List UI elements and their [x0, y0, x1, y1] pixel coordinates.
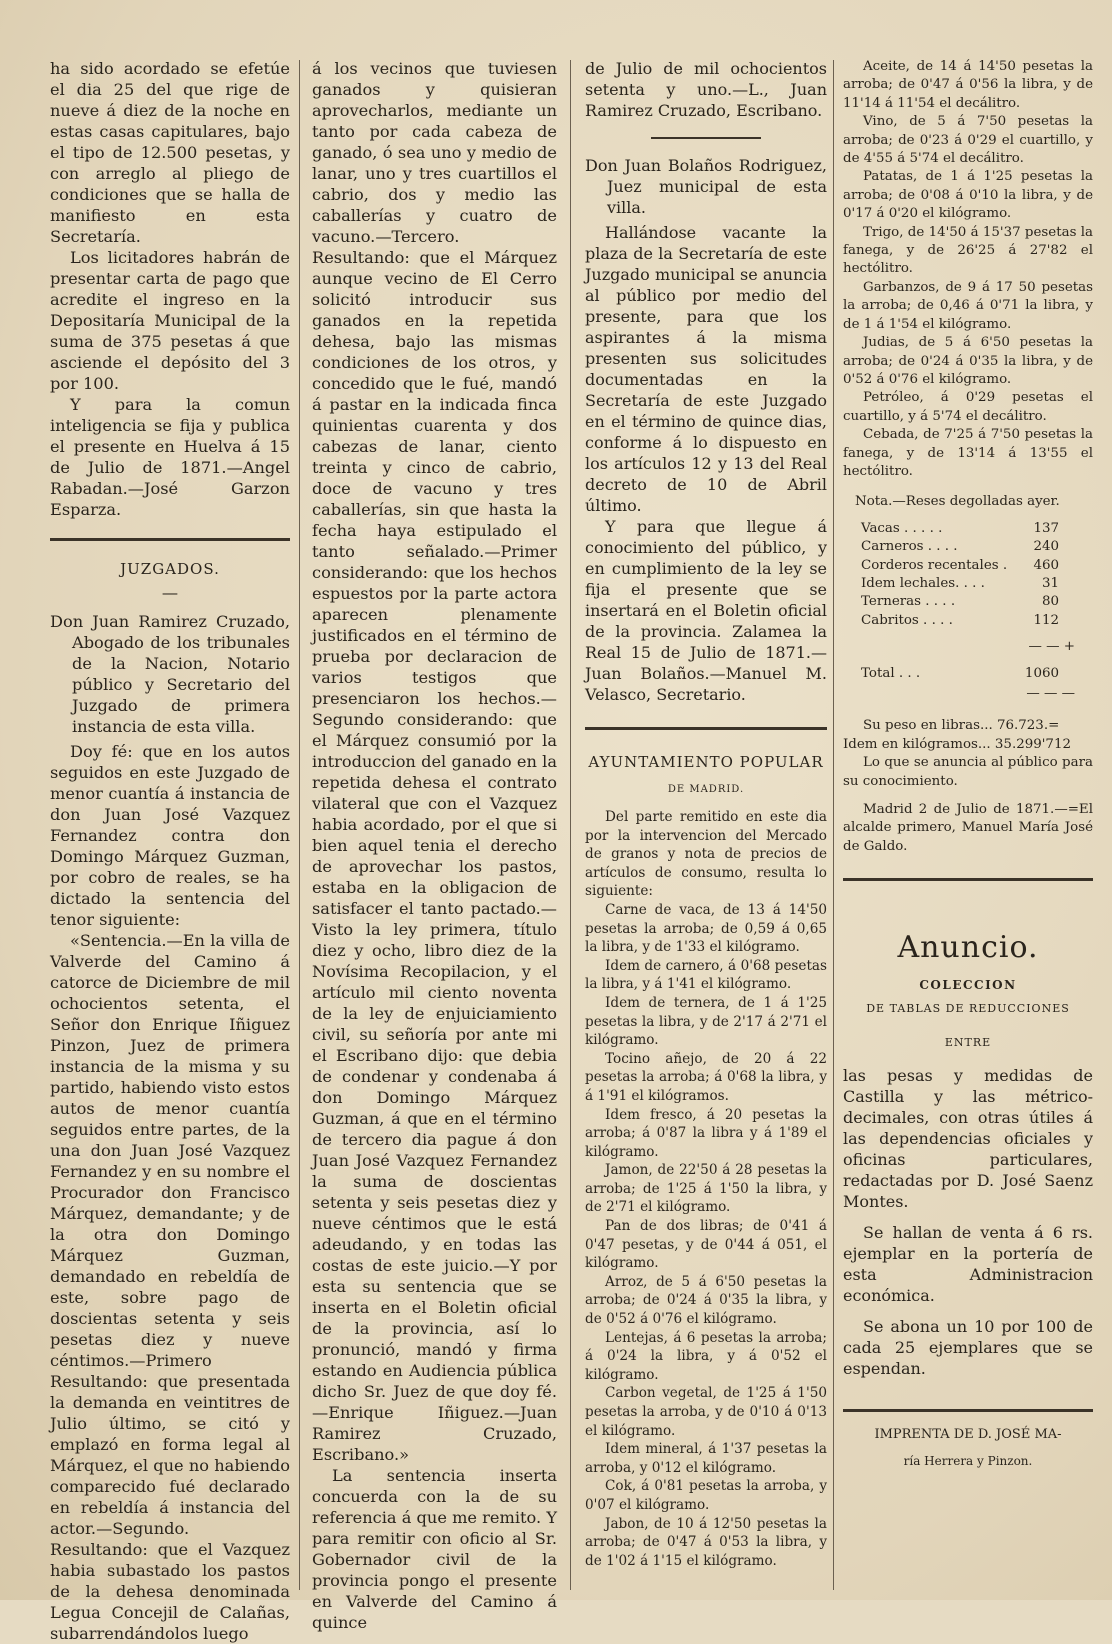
price-item: Cebada, de 7'25 á 7'50 pesetas la fanega, y de 13'14 á 13'55 el hectólitro. — [843, 427, 1093, 479]
column-2 — [312, 58, 557, 1633]
author-line: Don Juan Ramirez Cruzado, Abogado de los tribunales de la Nacion, Notario público y Secretario del Juzgado de primera instancia de esta villa. — [50, 612, 290, 736]
total-value: 1060 — [1024, 665, 1059, 681]
reses-row — [857, 557, 1063, 575]
price-item: Carbon vegetal, de 1'25 á 1'50 pesetas la arroba, y de 0'10 á 0'13 el kilógramo. — [585, 1385, 827, 1439]
price-list — [843, 58, 1093, 481]
paragraph: Los licitadores habrán de presentar carta de pago que acredite el ingreso en la Depositaría Municipal de la suma de 375 pesetas á que asciende el depósito del 3 por 100. — [50, 248, 290, 393]
nota-title: Nota.—Reses degolladas ayer. — [855, 494, 1060, 510]
section-divider — [50, 538, 290, 541]
reses-name: Idem lechales. . . . — [861, 575, 985, 591]
reses-count: 112 — [1033, 612, 1059, 628]
reses-count: 80 — [1041, 594, 1059, 610]
paragraph: La sentencia inserta concuerda con la de su referencia á que me remito. Y para remitir con oficio al Sr. Gobernador civil de la provincia pongo el presente en Valverde del Camino á quince — [312, 1466, 557, 1632]
paragraph: Lo que se anuncia al público para su conocimiento. — [843, 755, 1093, 789]
reses-count: 137 — [1033, 520, 1059, 536]
reses-table — [857, 520, 1063, 630]
price-item: Idem mineral, á 1'37 pesetas la arroba, y 0'12 el kilógramo. — [585, 1441, 827, 1476]
reses-row — [857, 538, 1063, 556]
reses-name: Cabritos . . . . — [861, 612, 953, 628]
price-item: Jabon, de 10 á 12'50 pesetas la arroba; de 0'47 á 0'53 la libra, y de 1'02 á 1'15 el kilógramo. — [585, 1515, 827, 1569]
price-item: Cok, á 0'81 pesetas la arroba, y 0'07 el kilógramo. — [585, 1478, 827, 1513]
section-subheading: DE MADRID. — [667, 784, 745, 795]
paragraph: Doy fé: que en los autos seguidos en este Juzgado de menor cuantía á instancia de don Juan José Vazquez Fernandez contra don Domingo Márquez Guzman, por cobro de reales, se ha dictado la sentencia del tenor siguiente: — [50, 742, 290, 929]
section-divider — [843, 1409, 1093, 1412]
paragraph: de Julio de mil ochocientos setenta y uno.—L., Juan Ramirez Cruzado, Escribano. — [585, 59, 827, 120]
ornament: — — [161, 583, 179, 602]
price-item: Trigo, de 14'50 á 15'37 pesetas la fanega, y de 26'25 á 27'82 el hectólitro. — [843, 224, 1093, 277]
price-item: Lentejas, á 6 pesetas la arroba; á 0'24 la libra, y á 0'52 el kilógramo. — [585, 1329, 827, 1383]
tablas-heading: DE TABLAS DE REDUCCIONES — [866, 1002, 1070, 1016]
kilo-line: Idem en kilógramos... 35.299'712 — [843, 736, 1071, 752]
column-rule — [833, 60, 834, 1590]
divider — [651, 137, 761, 139]
price-item: Aceite, de 14 á 14'50 pesetas la arroba; de 0'47 á 0'56 la libra, y de 11'14 á 11'54 el decálitro. — [843, 59, 1093, 111]
price-item: Idem fresco, á 20 pesetas la arroba; á 0'87 la libra y á 1'89 el kilógramo. — [585, 1106, 827, 1160]
section-divider — [585, 727, 827, 730]
signature: Madrid 2 de Julio de 1871.—=El alcalde primero, Manuel María José de Galdo. — [843, 802, 1093, 854]
column-rule — [570, 60, 571, 1590]
paragraph: Y para la comun inteligencia se fija y publica el presente en Huelva á 15 de Julio de 1871.—Angel Rabadan.—José Garzon Esparza. — [50, 395, 290, 519]
reses-name: Terneras . . . . — [861, 594, 956, 610]
ornament: — — + — [1028, 639, 1075, 655]
total-label: Total . . . — [861, 665, 921, 681]
paragraph: á los vecinos que tuviesen ganados y quisieran aprovecharlos, mediante un tanto por cada cabeza de ganado, ó sea uno y medio de lanar, uno y tres cuartillos el cabrio, dos y medio las caballerías y cuatro de vacuno.—Tercero. Resultando: que el Márquez aunque vecino de El Cerro solicitó introducir sus ganados en la repetida dehesa, bajo las mismas condiciones de los otros, y concedido que le fué, mandó á pastar en la indicada finca quinientas cuarenta y dos cabezas de lanar, ciento treinta y cinco de cabrio, doce de vacuno y tres caballerías, sin que hasta la fecha haya estipulado el tanto señalado.—Primer considerando: que los hechos espuestos por la parte actora aparecen plenamente justificados en el término de prueba por declaracion de varios testigos que presenciaron los hechos.—Segundo considerando: que el Márquez consumió por la introduccion del ganado en la repetida dehesa el contrato vilateral que con el Vazquez habia acordado, por el que si bien aquel tenia el derecho de aprovechar los pastos, estaba en la obligacion de satisfacer el tanto pactado.—Visto la ley primera, título diez y ocho, libro diez de la Novísima Recopilacion, y el artículo mil ciento noventa de la ley de enjuiciamiento civil, su señoría por ante mi el Escribano dijo: que debia de condenar y condenaba á don Domingo Márquez Guzman, á que en el término de tercero dia pague á don Juan José Vazquez Fernandez la suma de doscientas setenta y seis pesetas diez y nueve céntimos que le está adeudando, y en todas las costas de este juicio.—Y por esta su sentencia que se inserta en el Boletin oficial de la provincia, así lo pronunció, mandó y firma estando en Audiencia pública dicho Sr. Juez de que doy fé.—Enrique Iñiguez.—Juan Ramirez Cruzado, Escribano.» — [312, 59, 557, 1464]
price-item: Del parte remitido en este dia por la intervencion del Mercado de granos y nota de precios de artículos de consumo, resulta lo siguiente: — [585, 809, 827, 900]
reses-name: Vacas . . . . . — [861, 520, 943, 536]
reses-count: 240 — [1033, 539, 1059, 555]
imprenta-line: IMPRENTA DE D. JOSÉ MA- — [874, 1426, 1062, 1442]
price-item: Petróleo, á 0'29 pesetas el cuartillo, y á 5'74 el decálitro. — [843, 390, 1093, 424]
price-item: Jamon, de 22'50 á 28 pesetas la arroba; de 1'25 á 1'50 la libra, y de 2'71 el kilógramo. — [585, 1162, 827, 1216]
column-rule — [299, 60, 300, 1590]
reses-row — [857, 520, 1063, 538]
entre-heading: ENTRE — [944, 1036, 992, 1050]
section-heading: AYUNTAMIENTO POPULAR — [588, 753, 824, 771]
price-item: Tocino añejo, de 20 á 22 pesetas la arroba; á 0'68 la libra, y á 1'91 el kilógramos. — [585, 1050, 827, 1104]
price-item: Vino, de 5 á 7'50 pesetas la arroba; de 0'23 á 0'29 el cuartillo, y de 4'55 á 5'74 el decálitro. — [843, 114, 1093, 167]
reses-name: Carneros . . . . — [861, 539, 958, 555]
price-item: Arroz, de 5 á 6'50 pesetas la arroba; de 0'24 á 0'35 la libra, y de 0'52 á 0'76 el kilógramo. — [585, 1273, 827, 1328]
column-1 — [50, 58, 290, 1644]
reses-count: 460 — [1033, 557, 1059, 573]
price-list — [585, 808, 827, 1570]
paragraph: Y para que llegue á conocimiento del público, y en cumplimiento de la ley se fija el presente que se insertará en el Boletin oficial de la provincia. Zalamea la Real 15 de Julio de 1871.—Juan Bolaños.—Manuel M. Velasco, Secretario. — [585, 517, 827, 704]
reses-row — [857, 612, 1063, 630]
section-divider — [843, 878, 1093, 881]
paragraph: Se abona un 10 por 100 de cada 25 ejemplares que se espendan. — [843, 1316, 1093, 1378]
reses-count: 31 — [1041, 575, 1059, 591]
paragraph: las pesas y medidas de Castilla y las métrico-decimales, con otras útiles á las dependencias oficiales y oficinas particulares, redactadas por D. José Saenz Montes. — [843, 1065, 1093, 1211]
price-item: Pan de dos libras; de 0'41 á 0'47 pesetas, y de 0'44 á 051, el kilógramo. — [585, 1218, 827, 1272]
price-item: Idem de ternera, de 1 á 1'25 pesetas la libra, y de 2'17 á 2'71 el kilógramo. — [585, 994, 827, 1049]
paragraph: Hallándose vacante la plaza de la Secretaría de este Juzgado municipal se anuncia al público por medio del presente, para que los aspirantes á la misma presenten sus solicitudes documentadas en la Secretaría de este Juzgado en el término de quince dias, conforme á lo dispuesto en los artículos 12 y 13 del Real decreto de 10 de Abril último. — [585, 223, 827, 515]
price-item: Carne de vaca, de 13 á 14'50 pesetas la arroba; de 0,59 á 0,65 la libra, y de 1'33 el kilógramo. — [585, 901, 827, 956]
author-line: Don Juan Bolaños Rodriguez, Juez municipal de esta villa. — [585, 156, 827, 217]
price-item: Garbanzos, de 9 á 17 50 pesetas la arroba; de 0,46 á 0'71 la libra, y de 1 á 1'54 el kilógramo. — [843, 279, 1093, 332]
peso-line: Su peso en libras... 76.723.= — [863, 718, 1060, 734]
reses-row — [857, 575, 1063, 593]
reses-name: Corderos recentales . — [861, 557, 1008, 573]
price-item: Idem de carnero, á 0'68 pesetas la libra, y á 1'41 el kilógramo. — [585, 957, 827, 993]
paragraph: «Sentencia.—En la villa de Valverde del Camino á catorce de Diciembre de mil ochocientos setenta, el Señor don Enrique Iñiguez Pinzon, Juez de primera instancia de la misma y su partido, habiendo visto estos autos de menor cuantía seguidos entre partes, de la una don Juan José Vazquez Fernandez y en su nombre el Procurador don Francisco Márquez, demandante; y de la otra don Domingo Márquez Guzman, demandado en rebeldía de este, sobre pago de doscientas setenta y seis pesetas diez y nueve céntimos.—Primero Resultando: que presentada la demanda en veintitres de Julio último, se citó y emplazó en forma legal al Márquez, el que no habiendo comparecido fué declarado en rebeldía á instancia del actor.—Segundo. Resultando: que el Vazquez habia subastado los pastos de la dehesa denominada Legua Concejil de Calañas, subarrendándolos luego — [50, 931, 290, 1643]
section-heading: JUZGADOS. — [120, 560, 220, 578]
price-item: Judias, de 5 á 6'50 pesetas la arroba; de 0'24 á 0'35 la libra, y de 0'52 á 0'76 el kilógramo. — [843, 335, 1093, 387]
column-3 — [585, 58, 827, 1570]
imprenta-line: ría Herrera y Pinzon. — [903, 1454, 1033, 1469]
total-table — [857, 665, 1063, 683]
reses-row — [857, 593, 1063, 611]
price-item: Patatas, de 1 á 1'25 pesetas la arroba; de 0'08 á 0'10 la libra, y de 0'17 á 0'20 el kilógramo. — [843, 169, 1093, 222]
paragraph: Se hallan de venta á 6 rs. ejemplar en la portería de esta Administracion económica. — [843, 1222, 1093, 1305]
paragraph: ha sido acordado se efetúe el dia 25 del que rige de nueve á diez de la noche en estas casas capitulares, bajo el tipo de 12.500 pesetas, y con arreglo al pliego de condiciones que se halla de manifiesto en esta Secretaría. — [50, 59, 290, 246]
anuncio-heading: Anuncio. — [897, 930, 1039, 966]
coleccion-heading: COLECCION — [919, 977, 1017, 992]
column-4 — [843, 58, 1093, 1471]
ornament: — — — — [1026, 686, 1075, 701]
